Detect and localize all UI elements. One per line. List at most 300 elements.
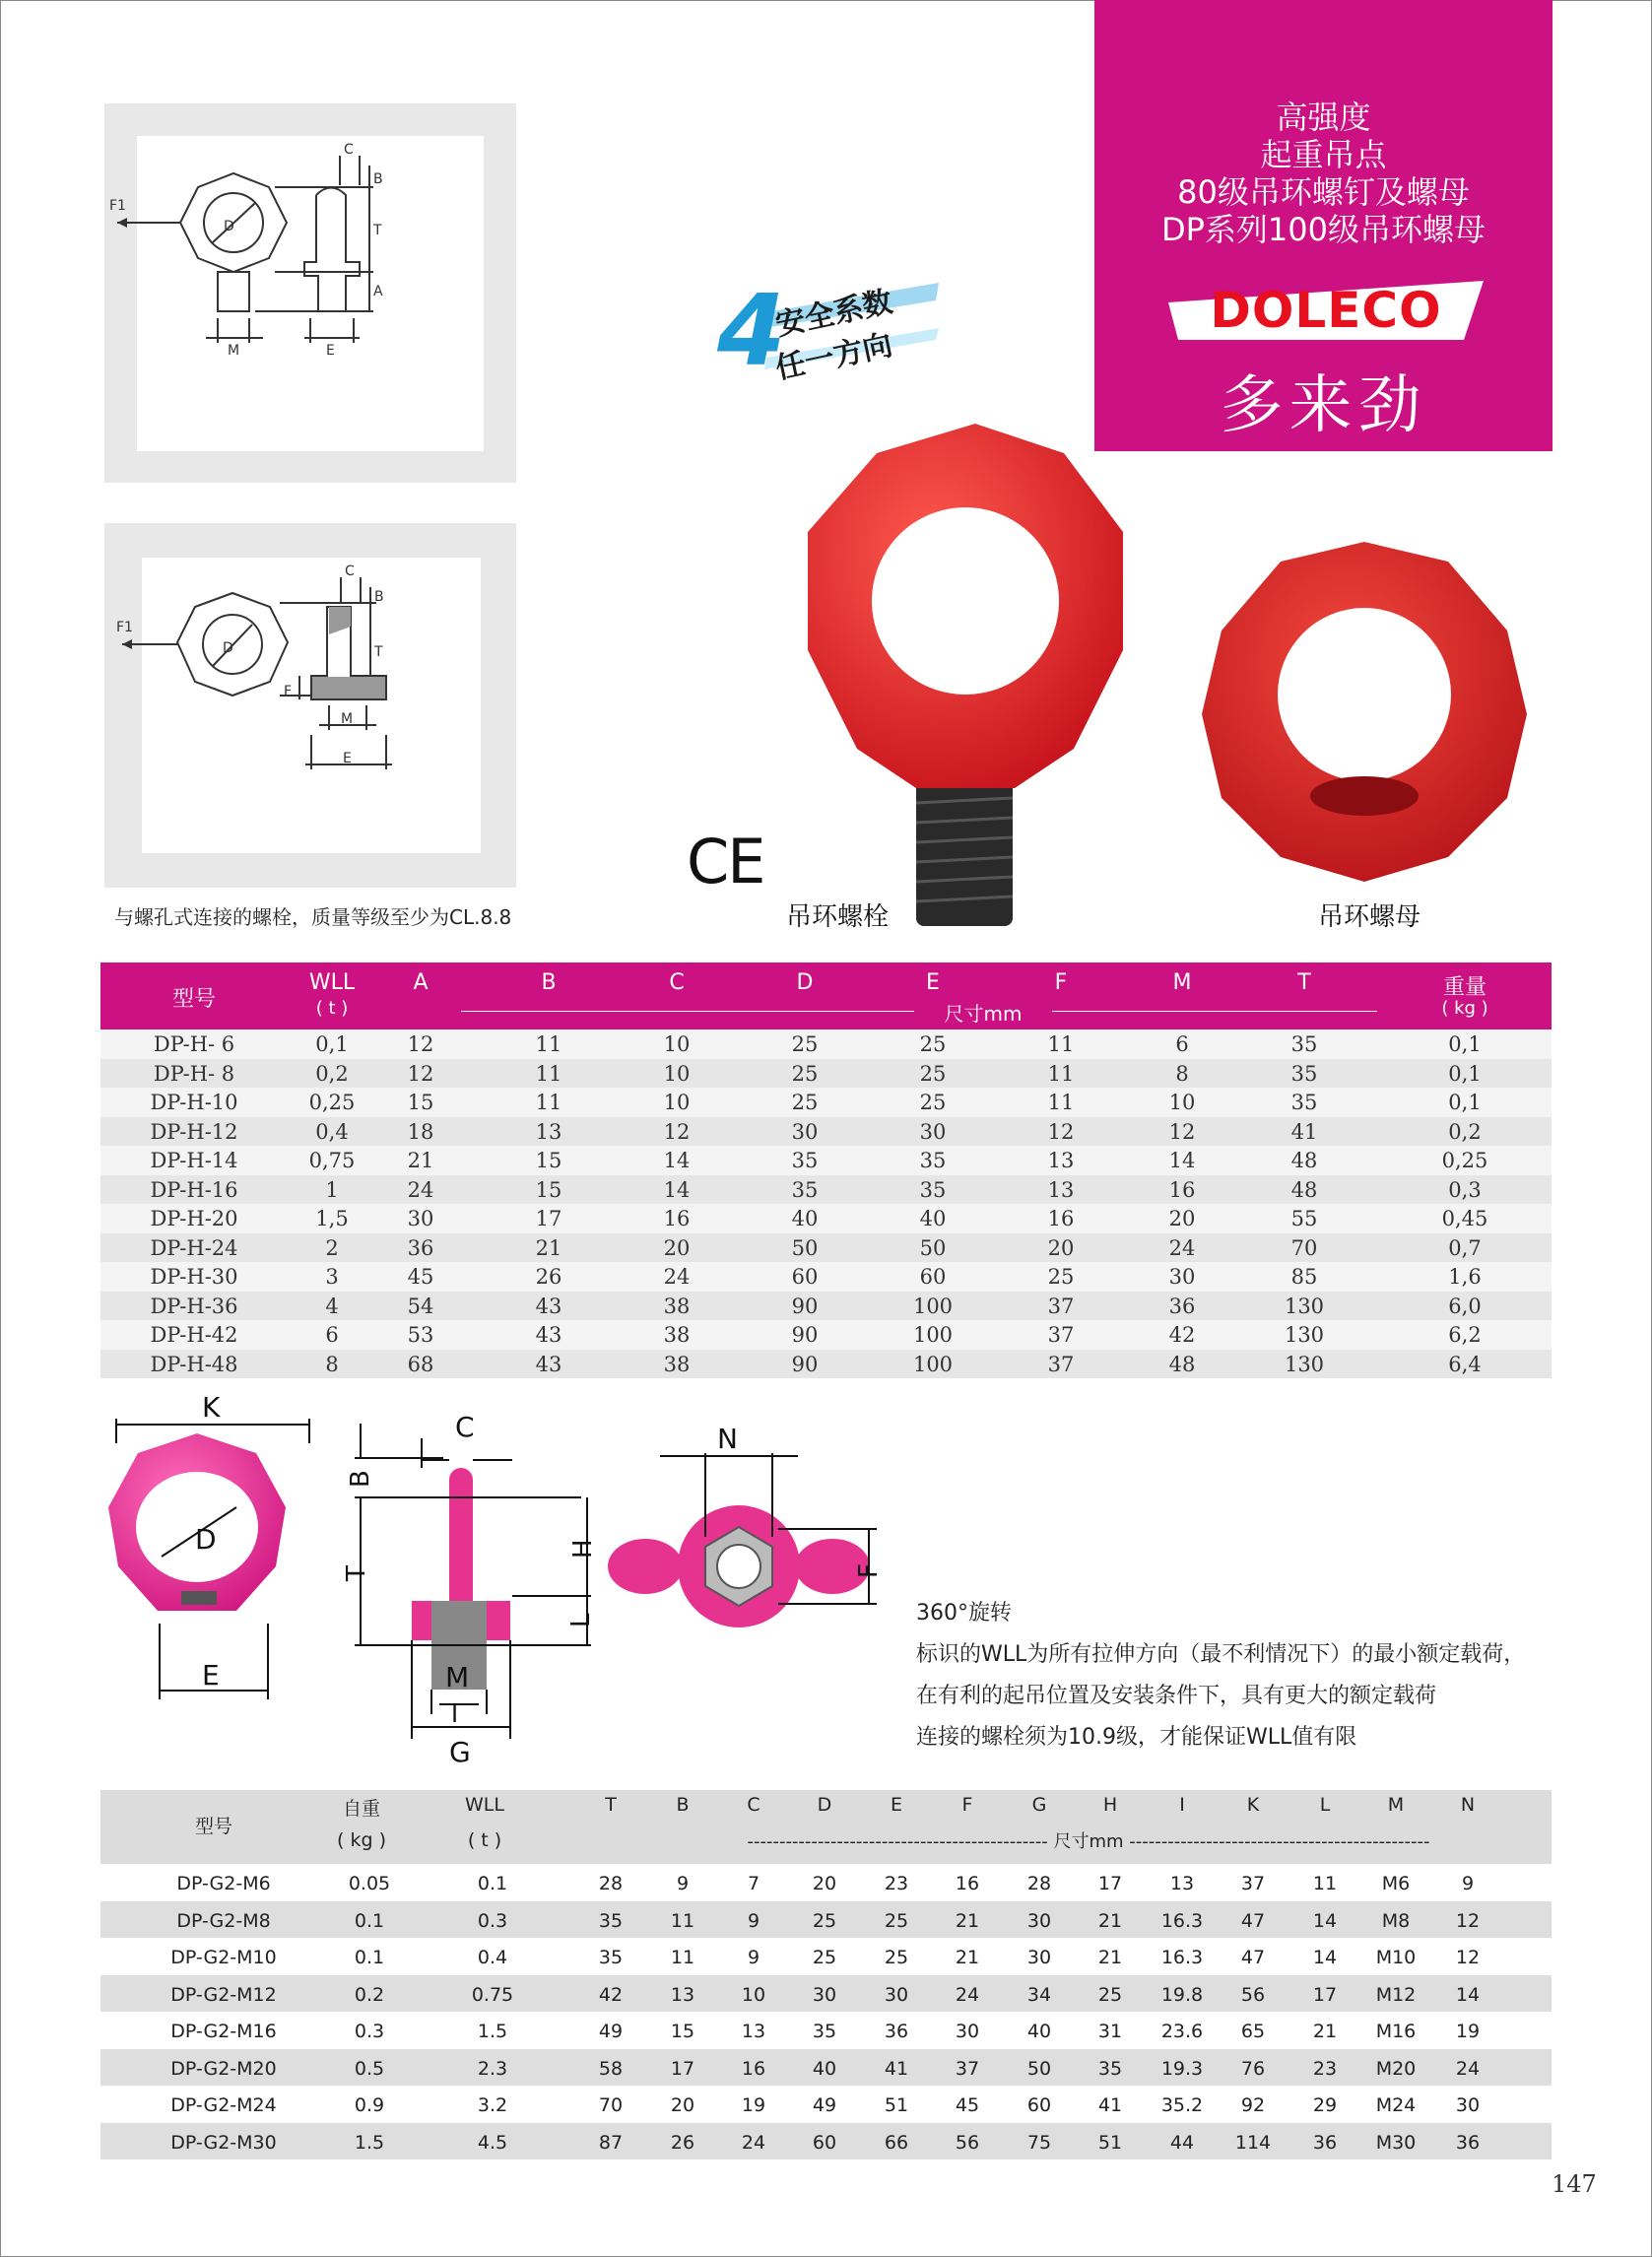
table2-cell: 75 [1026, 2131, 1052, 2154]
table2-cell: 76 [1240, 2057, 1266, 2080]
table2-cell: 21 [1097, 1909, 1123, 1932]
table1-cell: 0,25 [308, 1091, 356, 1114]
safety-line-1: 安全系数 [772, 284, 896, 344]
table1-cell: 43 [535, 1323, 562, 1347]
table1-cell: 42 [1168, 1323, 1196, 1347]
table2-cell: 114 [1234, 2131, 1272, 2154]
table1-cell: DP-H-42 [150, 1323, 238, 1347]
table2-cell: 9 [676, 1873, 690, 1894]
table1-cell: 130 [1284, 1352, 1325, 1376]
table2-cell: 0.3 [477, 1909, 508, 1932]
t1-head-f: F [1054, 970, 1068, 995]
table2-cell: M6 [1381, 1873, 1411, 1894]
table2-cell: 56 [1240, 1983, 1266, 2006]
table2-cell: 17 [670, 2057, 695, 2080]
table2-cell: 35 [598, 1909, 624, 1932]
table1-cell: 35 [1290, 1061, 1318, 1086]
t1-head-dim-unit: 尺寸mm [944, 1002, 1023, 1026]
table1-cell: 90 [791, 1294, 819, 1318]
table1-cell: DP-H-16 [150, 1177, 238, 1202]
table2-cell: 16 [955, 1873, 980, 1894]
table1-cell: 37 [1047, 1352, 1075, 1376]
table1-cell: 36 [407, 1235, 434, 1260]
table1-cell: 0,25 [1441, 1149, 1488, 1172]
table1-cell: 0,4 [315, 1119, 349, 1144]
table2-cell: 3.2 [477, 2094, 508, 2116]
table1-cell: DP-H-24 [150, 1235, 238, 1260]
table2-cell: 21 [1097, 1947, 1123, 1968]
table2-cell: DP-G2-M8 [176, 1909, 271, 1932]
table1-cell: 15 [407, 1091, 434, 1114]
table1-cell: 2 [325, 1235, 339, 1260]
eyenut-label-b: B [374, 589, 384, 605]
eyenut-label-t: T [374, 644, 383, 660]
table1-cell: 24 [407, 1177, 434, 1202]
table2-cell: 0.1 [354, 1947, 385, 1968]
t1-head-wll: WLL [308, 970, 356, 995]
table2-cell: 13 [670, 1983, 695, 2006]
table1-cell: 43 [535, 1294, 562, 1318]
t2-head-col: K [1246, 1794, 1260, 1816]
table1-cell: 35 [791, 1177, 819, 1202]
table1-cell: 14 [1168, 1149, 1196, 1172]
table2-cell: 11 [670, 1909, 695, 1932]
table1-cell: 25 [919, 1061, 947, 1086]
table2-row [100, 1864, 1552, 1901]
table2-cell: 60 [812, 2131, 837, 2154]
table2-cell: 13 [741, 2021, 766, 2042]
table1-cell: DP-H-10 [150, 1091, 238, 1114]
t1-head-weight: 重量 [1442, 975, 1487, 1000]
ring-label-n: N [717, 1423, 738, 1455]
table1-cell: 100 [912, 1294, 954, 1318]
table2-cell: 0.1 [354, 1909, 385, 1932]
table2-cell: 16.3 [1160, 1947, 1204, 1968]
table1-cell: 13 [1047, 1177, 1075, 1202]
ring-label-c: C [455, 1411, 475, 1443]
t1-head-d: D [796, 970, 814, 995]
table1-cell: 37 [1047, 1294, 1075, 1318]
table2-cell: 0.2 [354, 1983, 385, 2006]
table2-cell: 4.5 [477, 2131, 508, 2154]
table1-cell: 25 [919, 1091, 947, 1114]
table2-cell: 58 [598, 2057, 624, 2080]
table2-cell: M24 [1375, 2094, 1417, 2116]
eyebolt-label-a: A [373, 284, 383, 299]
table1-row [100, 1059, 1552, 1089]
table2-cell: 28 [1026, 1873, 1052, 1894]
table2-cell: 1.5 [354, 2131, 385, 2154]
t2-head-weight-unit: ( kg ) [337, 1829, 386, 1851]
table2-cell: 51 [1097, 2131, 1123, 2154]
ring-label-m: M [445, 1661, 470, 1693]
table1-cell: 8 [325, 1352, 339, 1376]
t2-head-weight: 自重 [342, 1798, 380, 1820]
header-title-1: 高强度 [1276, 99, 1371, 136]
t1-head-c: C [669, 970, 685, 995]
table1-cell: 0,3 [1448, 1177, 1482, 1202]
eyebolt-drawing-box [104, 103, 516, 483]
table2-cell: 87 [598, 2131, 624, 2154]
table2-cell: 2.3 [477, 2057, 508, 2080]
header-titles [1094, 0, 1553, 248]
table1-cell: 10 [663, 1032, 691, 1056]
table1-cell: 36 [1168, 1294, 1196, 1318]
eyebolt-drawing-canvas [109, 136, 484, 451]
table2-cell: 36 [1312, 2131, 1338, 2154]
table1-body [100, 1029, 1552, 1378]
table2-cell: 37 [955, 2057, 980, 2080]
table1-row [100, 1204, 1552, 1233]
table2-cell: 25 [884, 1947, 909, 1968]
t1-head-model: 型号 [171, 987, 216, 1012]
table1-cell: 48 [1290, 1149, 1318, 1172]
ring-label-f: F [854, 1563, 884, 1578]
table1-cell: 12 [1168, 1119, 1196, 1144]
table2-cell: 36 [884, 2021, 909, 2042]
table2-cell: 40 [1026, 2021, 1052, 2042]
table1-cell: 1,6 [1448, 1265, 1482, 1289]
note-rotation: 360°旋转 [916, 1601, 1012, 1626]
ring-label-h: H [568, 1539, 598, 1559]
table1-cell: 38 [663, 1294, 691, 1318]
table2-cell: 30 [884, 1983, 909, 2006]
table1-cell: 16 [1168, 1177, 1196, 1202]
table1-cell: 35 [791, 1149, 819, 1172]
ring-label-g: G [449, 1736, 471, 1768]
table1-cell: DP-H-20 [150, 1207, 238, 1230]
eyebolt-label-e: E [326, 343, 335, 359]
table2-cell: 25 [884, 1909, 909, 1932]
table1-cell: 0,1 [315, 1032, 349, 1056]
table2-cell: 10 [741, 1983, 766, 2006]
table1-row [100, 1175, 1552, 1205]
table2-cell: 65 [1240, 2021, 1266, 2042]
eyenut-technical-drawing [116, 558, 481, 853]
table2-cell: 21 [955, 1947, 980, 1968]
table2-cell: 19 [741, 2094, 766, 2116]
table1-cell: 11 [535, 1091, 562, 1114]
table1-cell: DP-H-30 [150, 1265, 238, 1289]
table2-cell: 1.5 [477, 2021, 508, 2042]
logo-text: DOLECO [1210, 282, 1442, 339]
table1-row [100, 1088, 1552, 1117]
table1-cell: 30 [791, 1119, 819, 1144]
table1-cell: 11 [1047, 1091, 1075, 1114]
table2-cell: 9 [747, 1909, 760, 1932]
table2-cell: 25 [1097, 1983, 1123, 2006]
table2-cell: M16 [1375, 2021, 1417, 2042]
table2-cell: 35 [598, 1947, 624, 1968]
t2-head-col: E [890, 1794, 902, 1816]
table1-cell: 35 [919, 1177, 947, 1202]
table2-cell: 23.6 [1160, 2021, 1204, 2042]
table2-cell: 9 [1461, 1873, 1475, 1894]
dp-g2-spec-table [100, 1790, 1552, 2159]
table2-cell: 25 [812, 1947, 837, 1968]
table2-body [100, 1864, 1552, 2159]
table2-cell: M12 [1375, 1983, 1417, 2006]
table1-cell: 15 [535, 1149, 562, 1172]
table1-cell: DP-H- 6 [153, 1032, 235, 1056]
table2-cell: 0.05 [348, 1873, 391, 1894]
table2-cell: 11 [1312, 1873, 1338, 1894]
table2-cell: 9 [747, 1947, 760, 1968]
table2-cell: 21 [955, 1909, 980, 1932]
table2-cell: 49 [812, 2094, 837, 2116]
table2-cell: 7 [747, 1873, 760, 1894]
table2-cell: 41 [884, 2057, 909, 2080]
table2-row [100, 2012, 1552, 2049]
table1-cell: 12 [1047, 1119, 1075, 1144]
t2-head-col: B [676, 1794, 690, 1816]
table2-cell: 35 [812, 2021, 837, 2042]
table1-cell: 0,1 [1448, 1091, 1482, 1114]
red-eyebolt-image [778, 424, 1172, 936]
table1-cell: 85 [1290, 1265, 1318, 1289]
ce-mark: CE [687, 826, 764, 897]
t2-head-col: I [1179, 1794, 1185, 1816]
table2-cell: DP-G2-M12 [170, 1983, 277, 2006]
table1-cell: 11 [535, 1032, 562, 1056]
table1-cell: 48 [1290, 1177, 1318, 1202]
t2-head-col: D [817, 1794, 832, 1816]
table1-cell: 25 [1047, 1265, 1075, 1289]
table2-row [100, 2123, 1552, 2160]
table1-cell: DP-H-12 [150, 1119, 238, 1144]
table2-cell: M20 [1375, 2057, 1417, 2080]
brand-chinese-name: 多来劲 [1220, 369, 1427, 442]
table2-cell: 0.9 [354, 2094, 385, 2116]
table2-cell: 23 [884, 1873, 909, 1894]
table1-cell: 11 [535, 1061, 562, 1086]
table2-cell: 20 [670, 2094, 695, 2116]
eyenut-label-c: C [345, 564, 355, 579]
table2-cell: 45 [955, 2094, 980, 2116]
table1-cell: 90 [791, 1323, 819, 1347]
table2-cell: 66 [884, 2131, 909, 2154]
table1-cell: 16 [663, 1207, 691, 1230]
table2-cell: 20 [812, 1873, 837, 1894]
eyenut-label-f1: F1 [116, 620, 133, 635]
table1-cell: 40 [791, 1207, 819, 1230]
table2-cell: 31 [1097, 2021, 1123, 2042]
table2-row [100, 1901, 1552, 1939]
table2-cell: 13 [1169, 1873, 1195, 1894]
table1-cell: 0,1 [1448, 1061, 1482, 1086]
table1-cell: 24 [663, 1265, 691, 1289]
bolt-quality-caption: 与螺孔式连接的螺栓，质量等级至少为CL.8.8 [114, 905, 512, 929]
table2-cell: 14 [1455, 1983, 1481, 2006]
table2-cell: 19.8 [1160, 1983, 1204, 2006]
table1-cell: 6 [1175, 1032, 1189, 1056]
table1-cell: 41 [1290, 1119, 1318, 1144]
table1-cell: DP-H-48 [150, 1352, 238, 1376]
table1-cell: 35 [919, 1149, 947, 1172]
table2-cell: 14 [1312, 1909, 1338, 1932]
table1-cell: 35 [1290, 1091, 1318, 1114]
table2-cell: 47 [1240, 1947, 1266, 1968]
table2-cell: 16.3 [1160, 1909, 1204, 1932]
eyebolt-label-d: D [224, 219, 234, 234]
table1-cell: 13 [1047, 1149, 1075, 1172]
eyenut-label-e: E [343, 751, 352, 766]
table1-cell: 25 [791, 1032, 819, 1056]
table2-cell: 24 [1455, 2057, 1481, 2080]
table1-cell: 54 [407, 1294, 434, 1318]
table1-cell: 6,4 [1448, 1352, 1482, 1376]
table1-cell: 18 [407, 1119, 434, 1144]
t2-head-model: 型号 [194, 1816, 232, 1837]
table2-cell: 70 [598, 2094, 624, 2116]
table2-cell: 40 [812, 2057, 837, 2080]
eyenut-label-f: F [284, 684, 293, 699]
ring-label-l: L [566, 1613, 596, 1627]
table1-row [100, 1320, 1552, 1350]
table1-cell: 48 [1168, 1352, 1196, 1376]
table1-cell: DP-H-14 [150, 1149, 238, 1172]
table1-cell: 0,7 [1448, 1235, 1482, 1260]
table2-cell: 50 [1026, 2057, 1052, 2080]
note-wll: 标识的WLL为所有拉伸方向（最不利情况下）的最小额定载荷， [916, 1642, 1526, 1667]
table2-row [100, 1975, 1552, 2013]
ring-label-i: I [451, 1700, 459, 1728]
table2-cell: 51 [884, 2094, 909, 2116]
t1-head-t: T [1297, 970, 1311, 995]
table2-cell: 19.3 [1160, 2057, 1204, 2080]
table1-cell: 21 [535, 1235, 562, 1260]
t2-head-col: M [1387, 1794, 1405, 1816]
eyebolt-label-b: B [373, 171, 383, 187]
header-title-2: 起重吊点 [1260, 136, 1387, 173]
table2-cell: DP-G2-M10 [170, 1947, 277, 1968]
table2-cell: M30 [1375, 2131, 1417, 2154]
table2-cell: M10 [1375, 1947, 1417, 1968]
table1-cell: 37 [1047, 1323, 1075, 1347]
table2-cell: 19 [1455, 2021, 1481, 2042]
eyenut-drawing-canvas [116, 558, 481, 853]
table2-cell: 11 [670, 1947, 695, 1968]
eyebolt-label-m: M [228, 343, 240, 359]
table1-cell: 15 [535, 1177, 562, 1202]
t2-head-col: G [1031, 1794, 1047, 1816]
table2-cell: 29 [1312, 2094, 1338, 2116]
table1-cell: 25 [791, 1091, 819, 1114]
table1-row [100, 1146, 1552, 1175]
table1-cell: 20 [1047, 1235, 1075, 1260]
table2-cell: 16 [741, 2057, 766, 2080]
t2-head-col: L [1319, 1794, 1331, 1816]
header-title-4: DP系列100级吊环螺母 [1160, 211, 1487, 248]
table1-cell: 26 [535, 1265, 562, 1289]
table2-cell: 35.2 [1160, 2094, 1204, 2116]
table1-cell: 6 [325, 1323, 339, 1347]
table1-cell: 30 [407, 1207, 434, 1230]
table1-cell: 4 [325, 1294, 339, 1318]
table2-cell: DP-G2-M20 [170, 2057, 277, 2080]
table1-cell: 0,2 [1448, 1119, 1482, 1144]
table2-cell: 47 [1240, 1909, 1266, 1932]
table2-cell: DP-G2-M6 [176, 1873, 271, 1894]
table2-cell: 23 [1312, 2057, 1338, 2080]
table1-cell: 130 [1284, 1323, 1325, 1347]
red-eyenut-image [1192, 542, 1537, 887]
table1-cell: 14 [663, 1177, 691, 1202]
t2-head-col: F [961, 1794, 973, 1816]
t1-head-b: B [541, 970, 557, 995]
eyenut-drawing-box [104, 523, 516, 888]
table2-cell: 44 [1169, 2131, 1195, 2154]
table1-cell: 8 [1175, 1061, 1189, 1086]
safety-line-2: 任一方向 [772, 327, 896, 387]
table2-cell: 24 [741, 2131, 766, 2154]
table2-row [100, 2049, 1552, 2087]
table1-cell: 25 [919, 1032, 947, 1056]
t1-dim-rule-right [1052, 1011, 1377, 1012]
table1-cell: 60 [919, 1265, 947, 1289]
eyebolt-label-c: C [344, 142, 354, 158]
table1-row [100, 1233, 1552, 1263]
safety-factor-badge [717, 271, 944, 399]
table1-cell: DP-H- 8 [153, 1061, 235, 1086]
table2-row [100, 2086, 1552, 2123]
table2-cell: 0.5 [354, 2057, 385, 2080]
table1-cell: 10 [1168, 1091, 1196, 1114]
table2-cell: 17 [1312, 1983, 1338, 2006]
table1-cell: 60 [791, 1265, 819, 1289]
header-title-3: 80级吊环螺钉及螺母 [1177, 173, 1470, 211]
table1-cell: 14 [663, 1149, 691, 1172]
table1-cell: 20 [663, 1235, 691, 1260]
table2-cell: 30 [1455, 2094, 1481, 2116]
table1-cell: 1 [325, 1177, 339, 1202]
table2-cell: 42 [598, 1983, 624, 2006]
table1-cell: 50 [791, 1235, 819, 1260]
table2-cell: 28 [598, 1873, 624, 1894]
table1-cell: 0,2 [315, 1061, 349, 1086]
ring-label-k: K [202, 1391, 221, 1424]
table1-cell: 17 [535, 1207, 562, 1230]
table1-cell: 90 [791, 1352, 819, 1376]
dp-h-spec-table [100, 963, 1552, 1378]
table1-cell: 30 [1168, 1265, 1196, 1289]
table1-cell: 21 [407, 1149, 434, 1172]
table1-cell: 0,45 [1441, 1207, 1488, 1230]
table1-cell: 25 [791, 1061, 819, 1086]
table2-cell: DP-G2-M30 [170, 2131, 277, 2154]
table1-cell: 68 [407, 1352, 434, 1376]
pink-ring-drawings [99, 1391, 906, 1783]
table1-cell: 38 [663, 1323, 691, 1347]
table1-cell: 30 [919, 1119, 947, 1144]
eyebolt-technical-drawing [109, 136, 484, 451]
doleco-logo [1168, 281, 1484, 340]
ring-label-e: E [202, 1659, 220, 1692]
table2-cell: 21 [1312, 2021, 1338, 2042]
table2-cell: 15 [670, 2021, 695, 2042]
table1-cell: 45 [407, 1265, 434, 1289]
table1-row [100, 1350, 1552, 1379]
table2-cell: DP-G2-M24 [170, 2094, 277, 2116]
t2-head-wll-unit: ( t ) [467, 1829, 502, 1851]
table2-cell: 0.3 [354, 2021, 385, 2042]
table2-cell: M8 [1381, 1909, 1411, 1932]
safety-digit: 4 [717, 273, 786, 388]
t1-head-weight-unit: ( kg ) [1441, 998, 1488, 1019]
table1-cell: 24 [1168, 1235, 1196, 1260]
table2-cell: 37 [1240, 1873, 1266, 1894]
table2-header [100, 1790, 1552, 1864]
